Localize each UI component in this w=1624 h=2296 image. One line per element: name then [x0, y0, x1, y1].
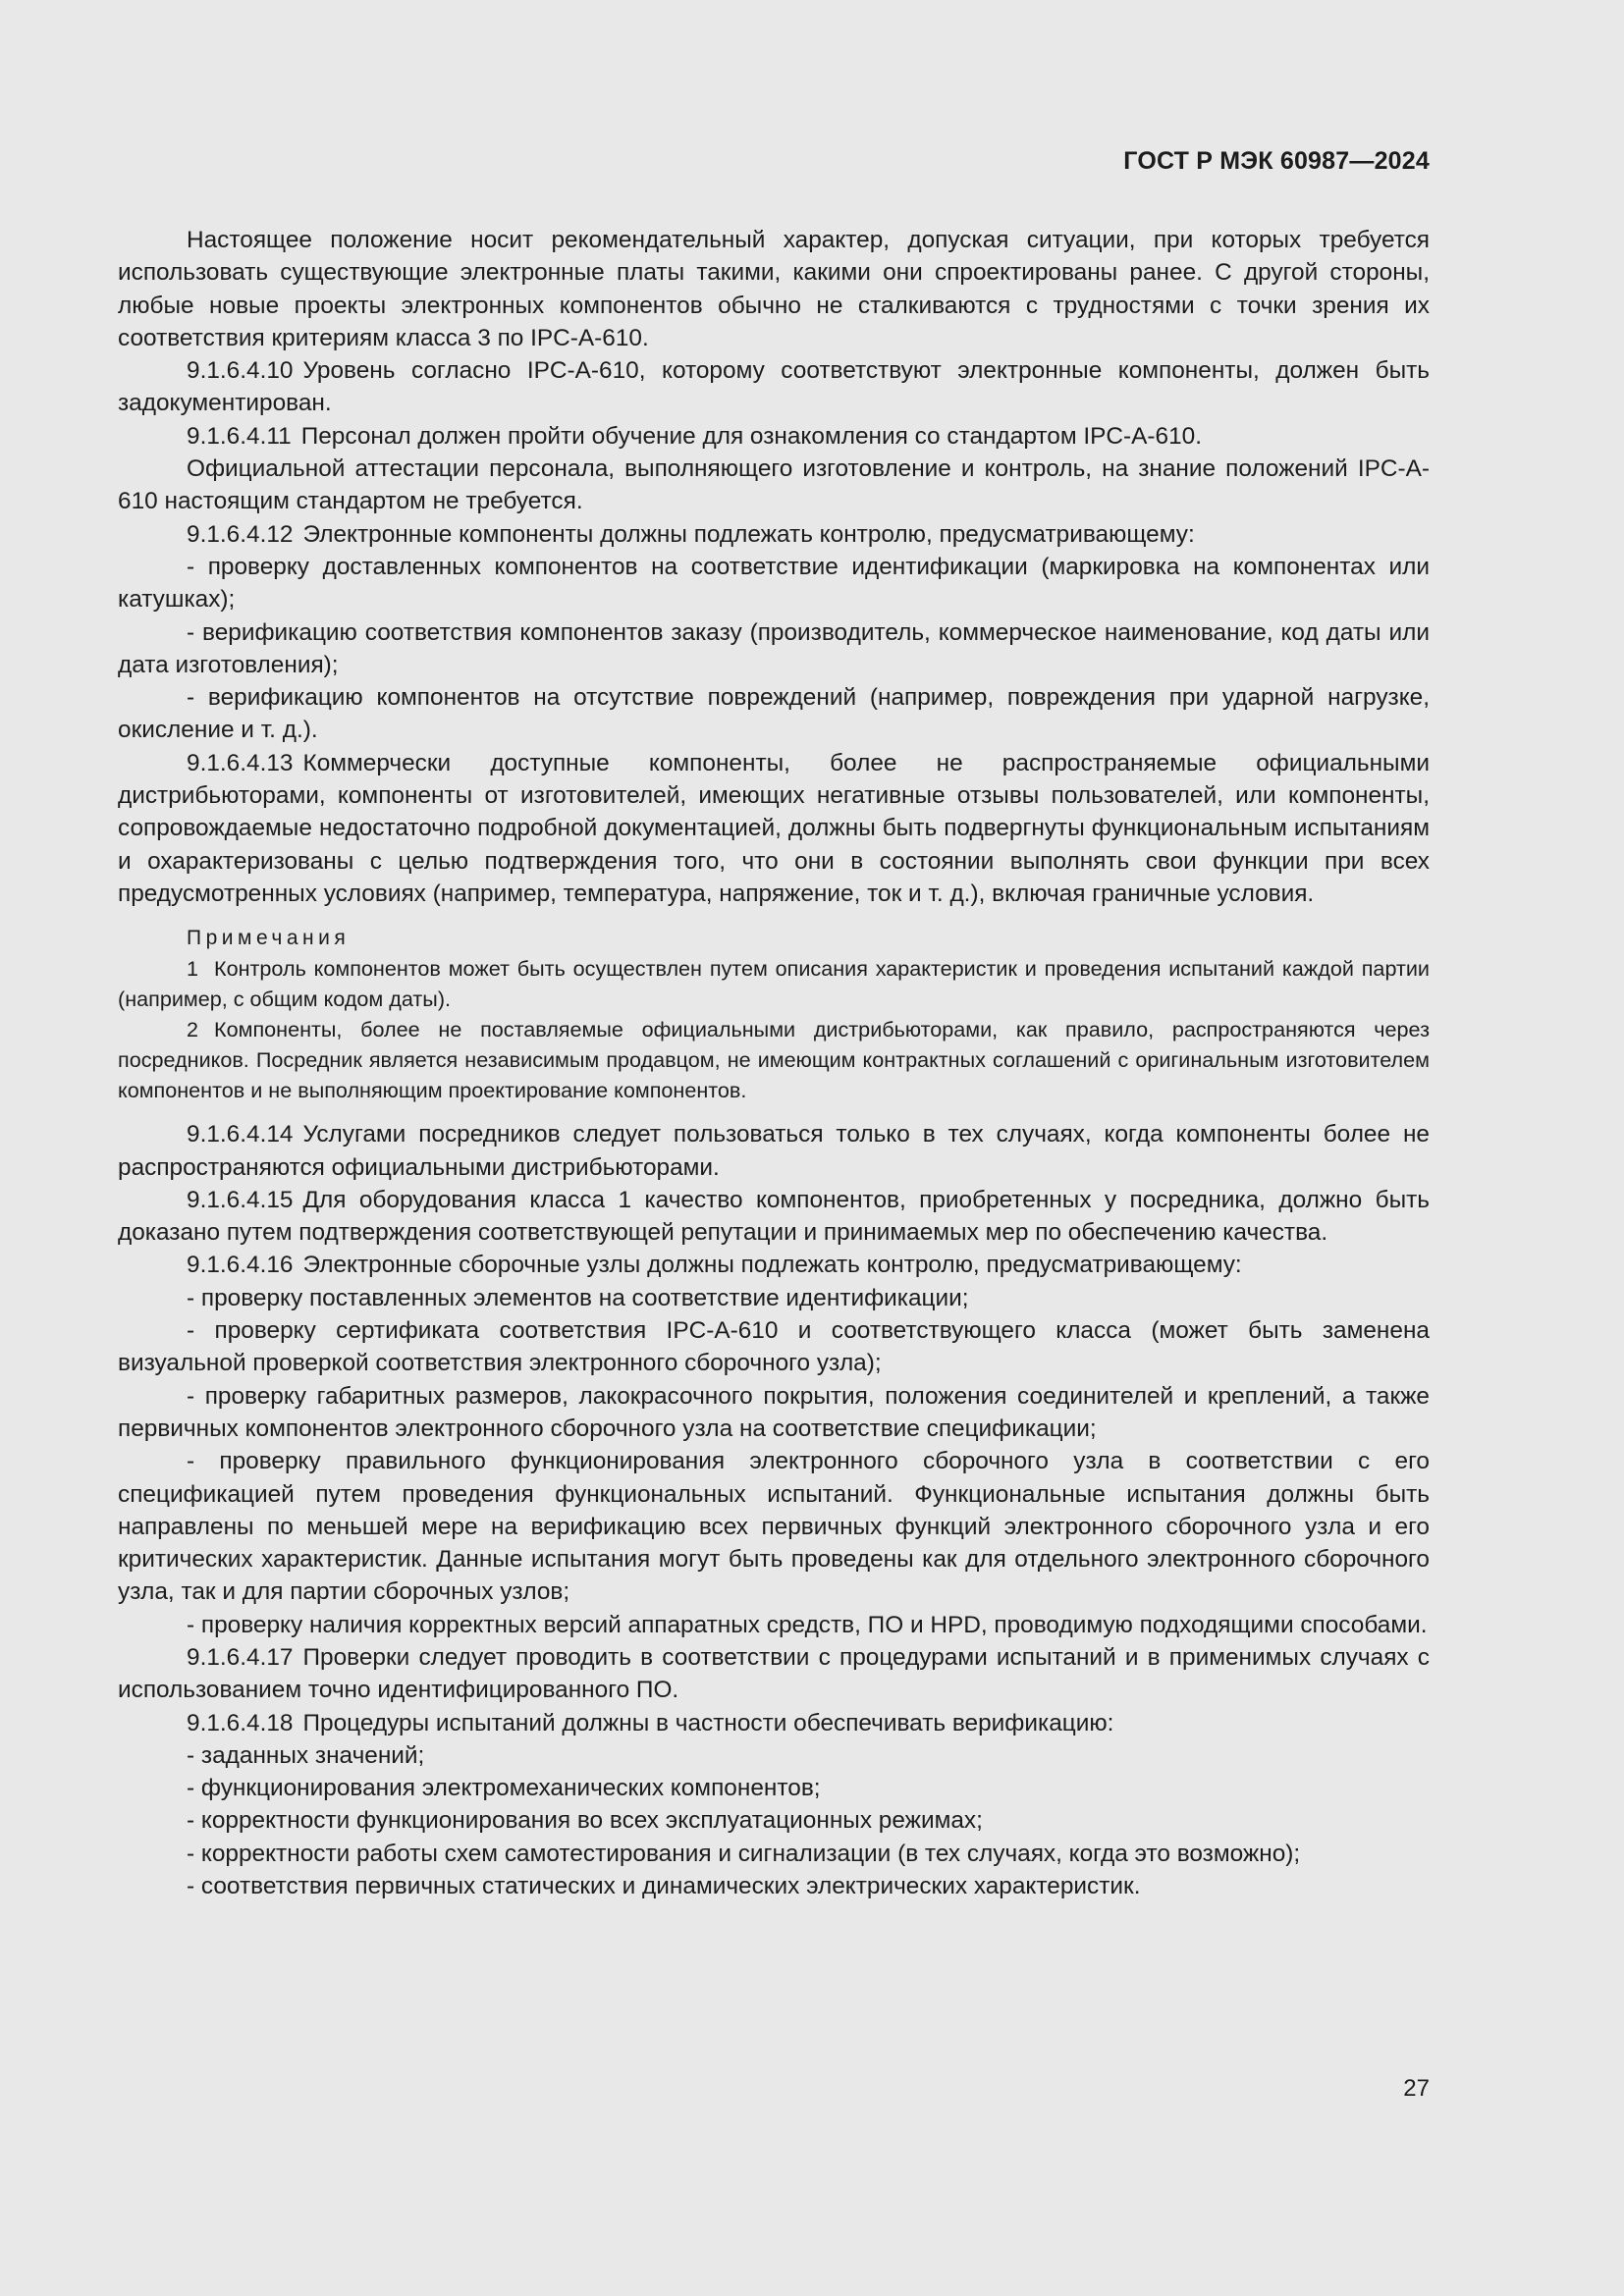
clause-number: 9.1.6.4.12	[187, 520, 294, 548]
note-text: Компоненты, более не поставляемые официальными дистрибьюторами, как правило, распространяются через посредников. Посредник является независимым продавцом, не имеющим контрактных соглашений с оригинальным изготовителем компонентов и не выполняющим проектирование компонентов.	[118, 1017, 1430, 1103]
clause-9-1-6-4-16	[118, 1249, 1430, 1281]
clause-number: 9.1.6.4.18	[187, 1709, 294, 1736]
list-item: - проверку правильного функционирования электронного сборочного узла в соответствии с его спецификацией путем проведения функциональных испытаний. Функциональные испытания должны быть направлены по меньшей мере на верификацию всех первичных функций электронного сборочного узла и его критических характеристик. Данные испытания могут быть проведены как для отдельного электронного сборочного узла, так и для партии сборочных узлов;	[118, 1448, 1430, 1606]
clause-number: 9.1.6.4.16	[187, 1252, 294, 1279]
clause-text: Персонал должен пройти обучение для ознакомления со стандартом IPC-A-610.	[300, 422, 1203, 450]
list-item: - функционирования электромеханических компонентов;	[187, 1775, 821, 1802]
document-header: ГОСТ Р МЭК 60987—2024	[1123, 147, 1430, 175]
list-item: - проверку габаритных размеров, лакокрасочного покрытия, положения соединителей и креплений, а также первичных компонентов электронного сборочного узла на соответствие спецификации;	[118, 1382, 1430, 1442]
notes-title: Примечания	[187, 927, 351, 950]
note-text: Контроль компонентов может быть осуществлен путем описания характеристик и проведения испытаний каждой партии (например, с общим кодом даты).	[118, 956, 1430, 1012]
note-item	[118, 953, 1430, 1014]
list-item: - верификацию соответствия компонентов заказу (производитель, коммерческое наименование, код даты или дата изготовления);	[118, 618, 1430, 678]
clause-number: 9.1.6.4.10	[187, 357, 294, 385]
list-item: - проверку доставленных компонентов на соответствие идентификации (маркировка на компонентах или катушках);	[118, 553, 1430, 614]
note-item	[118, 1014, 1430, 1105]
list-item: - проверку поставленных элементов на соответствие идентификации;	[187, 1284, 969, 1311]
clause-text: Коммерчески доступные компоненты, более не распространяемые официальными дистрибьюторами, компоненты от изготовителей, имеющих негативные отзывы пользователей, или компоненты, сопровождаемые недостаточно подробной документацией, должны быть подвергнуты функциональным испытаниям и охарактеризованы с целью подтверждения того, что они в состоянии выполнять свои функции при всех предусмотренных условиях (например, температура, напряжение, ток и т. д.), включая граничные условия.	[118, 749, 1430, 907]
note-number: 1	[187, 956, 199, 982]
paragraph-intro: Настоящее положение носит рекомендательный характер, допуская ситуации, при которых требуется использовать существующие электронные платы такими, какими они спроектированы ранее. С другой стороны, любые новые проекты электронных компонентов обычно не сталкиваются с трудностями с точки зрения их соответствия критериям класса 3 по IPC-A-610.	[118, 227, 1430, 351]
clause-number: 9.1.6.4.14	[187, 1121, 294, 1148]
notes-spacer	[118, 1105, 1430, 1118]
clause-9-1-6-4-13	[118, 747, 1430, 910]
clause-9-1-6-4-11	[118, 420, 1430, 453]
clause-text: Услугами посредников следует пользоваться только в тех случаях, когда компоненты более не распространяются официальными дистрибьюторами.	[118, 1121, 1430, 1181]
clause-number: 9.1.6.4.13	[187, 749, 294, 776]
clause-9-1-6-4-12	[118, 518, 1430, 551]
list-item: - проверку сертификата соответствия IPC-A-610 и соответствующего класса (может быть заменена визуальной проверкой соответствия электронного сборочного узла);	[118, 1317, 1430, 1377]
clause-9-1-6-4-17	[118, 1641, 1430, 1707]
list-item: - проверку наличия корректных версий аппаратных средств, ПО и HPD, проводимую подходящими способами.	[187, 1611, 1428, 1638]
list-item: - корректности функционирования во всех эксплуатационных режимах;	[187, 1807, 983, 1835]
clause-text: Проверки следует проводить в соответствии с процедурами испытаний и в применимых случаях с использованием точно идентифицированного ПО.	[118, 1643, 1430, 1704]
page-number: 27	[1403, 2075, 1430, 2102]
clause-9-1-6-4-15	[118, 1184, 1430, 1250]
clause-text: Для оборудования класса 1 качество компонентов, приобретенных у посредника, должно быть доказано путем подтверждения соответствующей репутации и принимаемых мер по обеспечению качества.	[118, 1186, 1430, 1247]
list-item: - верификацию компонентов на отсутствие повреждений (например, повреждения при ударной нагрузке, окисление и т. д.).	[118, 684, 1430, 744]
list-item: - соответствия первичных статических и динамических электрических характеристик.	[187, 1873, 1141, 1900]
clause-text: Процедуры испытаний должны в частности обеспечивать верификацию:	[302, 1709, 1114, 1736]
note-number: 2	[187, 1017, 199, 1042]
paragraph-attestation: Официальной аттестации персонала, выполняющего изготовление и контроль, на знание положений IPC-A-610 настоящим стандартом не требуется.	[118, 455, 1430, 515]
clause-number: 9.1.6.4.11	[187, 422, 292, 450]
clause-text: Электронные компоненты должны подлежать контролю, предусматривающему:	[302, 520, 1195, 548]
clause-text: Уровень согласно IPC-A-610, которому соответствуют электронные компоненты, должен быть задокументирован.	[118, 357, 1430, 417]
clause-9-1-6-4-14	[118, 1118, 1430, 1184]
clause-9-1-6-4-18	[118, 1707, 1430, 1739]
clause-number: 9.1.6.4.15	[187, 1186, 294, 1213]
clause-number: 9.1.6.4.17	[187, 1643, 294, 1671]
list-item: - корректности работы схем самотестирования и сигнализации (в тех случаях, когда это возможно);	[187, 1840, 1301, 1867]
list-item: - заданных значений;	[187, 1741, 425, 1769]
clause-9-1-6-4-10	[118, 354, 1430, 420]
clause-text: Электронные сборочные узлы должны подлежать контролю, предусматривающему:	[302, 1252, 1242, 1279]
document-body	[118, 224, 1430, 1902]
